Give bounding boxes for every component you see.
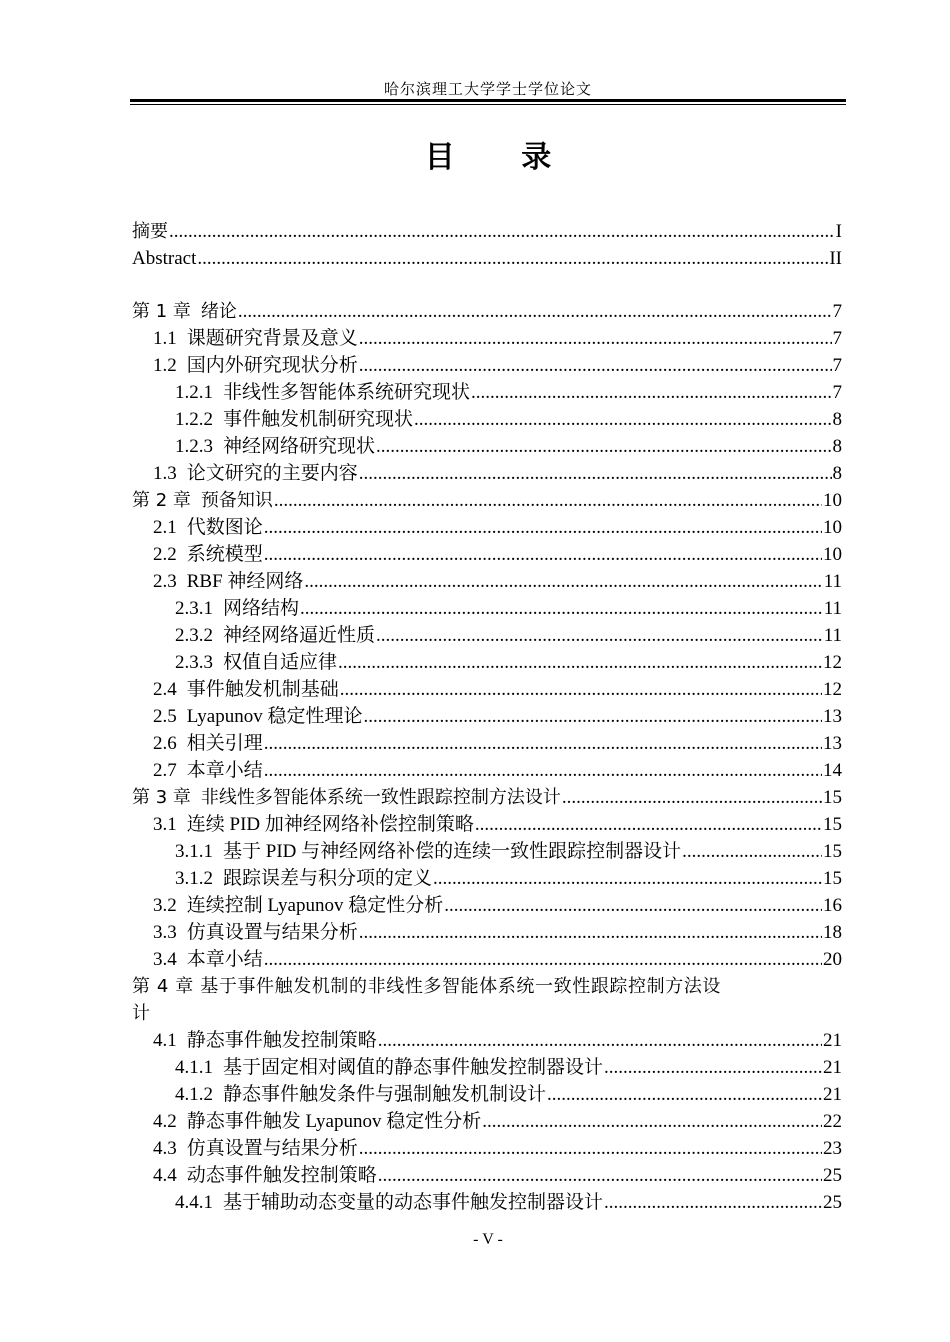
- toc-entry-label: 本章小结: [186, 760, 263, 781]
- toc-dot-leader: [378, 1027, 822, 1054]
- page-title: 目 录: [424, 140, 580, 175]
- toc-entry-page: 8: [832, 409, 842, 430]
- toc-entry-label: 静态事件触发 Lyapunov 稳定性分析: [186, 1111, 482, 1132]
- toc-entry-page: 7: [832, 328, 842, 349]
- toc-entry-number: 4.4.1: [175, 1192, 213, 1213]
- toc-entry-subsection[interactable]: [132, 595, 842, 622]
- toc-entry-label: 事件触发机制基础: [186, 679, 339, 700]
- header-rule-thin: [130, 104, 846, 105]
- toc-entry-title: [153, 919, 358, 946]
- toc-entry-label: 摘要: [132, 221, 168, 242]
- toc-entry-number: 4.2: [153, 1111, 177, 1132]
- toc-entry-label: 神经网络逼近性质: [223, 625, 376, 646]
- toc-dot-leader: [304, 568, 822, 595]
- toc-entry-title: [175, 1054, 603, 1081]
- toc-entry-page: 11: [823, 598, 842, 619]
- toc-entry-title: [153, 514, 263, 541]
- page-number: - V -: [473, 1231, 503, 1248]
- toc-entry-page: 21: [823, 1084, 842, 1105]
- toc-dot-leader: [604, 1054, 822, 1081]
- toc-entry-label: 网络结构: [223, 598, 300, 619]
- toc-dot-leader: [376, 622, 823, 649]
- toc-entry-label: 基于固定相对阈值的静态事件触发控制器设计: [223, 1057, 604, 1078]
- toc-entry-section[interactable]: [132, 946, 842, 973]
- toc-entry-page: 25: [823, 1192, 842, 1213]
- toc-entry-page: 23: [823, 1138, 842, 1159]
- toc-entry-chapter[interactable]: [132, 784, 842, 811]
- toc-dot-leader: [359, 460, 832, 487]
- toc-dot-leader: [475, 811, 822, 838]
- toc-entry-label: 跟踪误差与积分项的定义: [223, 868, 433, 889]
- toc-entry-subsection[interactable]: [132, 433, 842, 460]
- toc-entry-page: 7: [832, 301, 842, 322]
- toc-entry-section[interactable]: [132, 892, 842, 919]
- toc-entry-label: RBF 神经网络: [186, 571, 304, 592]
- toc-entry-page: 21: [823, 1030, 842, 1051]
- toc-entry-subsection[interactable]: [132, 1054, 842, 1081]
- toc-entry-subsection[interactable]: [132, 622, 842, 649]
- toc-dot-leader: [547, 1081, 822, 1108]
- toc-dot-leader: [359, 1135, 822, 1162]
- toc-entry-number: 2.5: [153, 706, 177, 727]
- toc-entry-number: 4.1: [153, 1030, 177, 1051]
- toc-entry-page: I: [835, 221, 842, 242]
- toc-entry-page: 22: [823, 1111, 842, 1132]
- toc-entry-title: [132, 784, 561, 811]
- toc-entry-number: 第 3 章: [132, 787, 191, 808]
- toc-entry-subsection[interactable]: [132, 649, 842, 676]
- toc-entry-title: [153, 676, 339, 703]
- toc-entry-page: 10: [823, 544, 842, 565]
- toc-dot-leader: [482, 1108, 822, 1135]
- toc-entry-title: [175, 838, 681, 865]
- toc-entry-number: 2.3.3: [175, 652, 213, 673]
- toc-entry-number: 1.1: [153, 328, 177, 349]
- toc-entry-page: 7: [832, 382, 842, 403]
- toc-entry-label: 非线性多智能体系统一致性跟踪控制方法设计: [200, 787, 561, 808]
- toc-entry-section[interactable]: [132, 1108, 842, 1135]
- toc-entry-label: 静态事件触发条件与强制触发机制设计: [223, 1084, 547, 1105]
- toc-entry-number: 2.1: [153, 517, 177, 538]
- toc-dot-leader: [338, 649, 822, 676]
- toc-entry-title: [175, 433, 375, 460]
- toc-entry-chapter[interactable]: [132, 298, 842, 325]
- toc-entry-section[interactable]: [132, 919, 842, 946]
- toc-dot-leader: [300, 595, 823, 622]
- toc-entry-page: 11: [823, 625, 842, 646]
- toc-entry-number: 第 2 章: [132, 490, 191, 511]
- toc-entry-page: 12: [823, 652, 842, 673]
- toc-dot-leader: [264, 730, 822, 757]
- toc-entry-page: 8: [832, 436, 842, 457]
- toc-entry-number: 3.2: [153, 895, 177, 916]
- toc-entry-number: 第 1 章: [132, 301, 191, 322]
- toc-entry-label: 神经网络研究现状: [223, 436, 376, 457]
- toc-entry-chapter[interactable]: [132, 245, 842, 272]
- toc-dot-leader: [197, 245, 828, 272]
- toc-entry-section[interactable]: [132, 730, 842, 757]
- toc-entry-title: [175, 1081, 546, 1108]
- toc-entry-section[interactable]: [132, 1027, 842, 1054]
- toc-dot-leader: [562, 784, 822, 811]
- toc-entry-number: 2.3: [153, 571, 177, 592]
- toc-entry-section[interactable]: [132, 811, 842, 838]
- toc-entry-label: 预备知识: [200, 490, 273, 511]
- toc-entry-section[interactable]: [132, 1162, 842, 1189]
- toc-entry-title: [153, 892, 443, 919]
- toc-entry-subsection[interactable]: [132, 1189, 842, 1216]
- toc-entry-label: 权值自适应律: [223, 652, 338, 673]
- toc-entry-page: 10: [823, 490, 842, 511]
- toc-entry-section[interactable]: [132, 352, 842, 379]
- toc-dot-leader: [359, 919, 822, 946]
- toc-entry-chapter[interactable]: [132, 487, 842, 514]
- toc-entry-section[interactable]: [132, 703, 842, 730]
- toc-entry-title: [132, 487, 273, 514]
- toc-dot-leader: [238, 298, 832, 325]
- toc-entry-subsection[interactable]: [132, 406, 842, 433]
- toc-entry-page: 15: [823, 814, 842, 835]
- toc-entry-page: 13: [823, 706, 842, 727]
- toc-entry-label: 课题研究背景及意义: [186, 328, 358, 349]
- toc-entry-label: Abstract: [132, 248, 197, 269]
- header-rule: [130, 99, 846, 102]
- toc-entry-title: [153, 946, 263, 973]
- toc-dot-leader: [169, 218, 835, 245]
- toc-entry-page: 13: [823, 733, 842, 754]
- toc-entry-number: 2.4: [153, 679, 177, 700]
- toc-dot-leader: [274, 487, 822, 514]
- toc-entry-title: [175, 1189, 603, 1216]
- toc-entry-title: [153, 1135, 358, 1162]
- toc-entry-number: 4.3: [153, 1138, 177, 1159]
- toc-entry-number: 2.3.1: [175, 598, 213, 619]
- toc-entry-title: [153, 1108, 481, 1135]
- toc-entry-page: 8: [832, 463, 842, 484]
- toc-entry-title: [153, 352, 358, 379]
- toc-dot-leader: [682, 838, 822, 865]
- toc-entry-number: 1.3: [153, 463, 177, 484]
- toc-entry-number: 1.2: [153, 355, 177, 376]
- toc-entry-number: 1.2.3: [175, 436, 213, 457]
- toc-entry-title: [175, 406, 413, 433]
- toc-entry-label: 绪论: [200, 301, 237, 322]
- toc-entry-number: 3.1.1: [175, 841, 213, 862]
- toc-entry-label: 事件触发机制研究现状: [223, 409, 414, 430]
- toc-entry-section[interactable]: [132, 514, 842, 541]
- toc-entry-label: 仿真设置与结果分析: [186, 922, 358, 943]
- toc-entry-title: [132, 298, 237, 325]
- toc-entry-label: 第 4 章 基于事件触发机制的非线性多智能体系统一致性跟踪控制方法设: [132, 976, 722, 997]
- toc-dot-leader: [264, 757, 822, 784]
- toc-entry-label: 动态事件触发控制策略: [186, 1165, 377, 1186]
- toc-dot-leader: [264, 514, 822, 541]
- toc-entry-number: 3.3: [153, 922, 177, 943]
- toc-dot-leader: [471, 379, 831, 406]
- toc-entry-number: 3.4: [153, 949, 177, 970]
- toc-entry-label: 论文研究的主要内容: [186, 463, 358, 484]
- table-of-contents: [132, 218, 842, 1216]
- toc-dot-leader: [414, 406, 831, 433]
- toc-dot-leader: [340, 676, 822, 703]
- toc-entry-page: 12: [823, 679, 842, 700]
- toc-entry-label: 代数图论: [186, 517, 263, 538]
- toc-entry-title: [153, 757, 263, 784]
- toc-entry-number: 3.1.2: [175, 868, 213, 889]
- toc-entry-section[interactable]: [132, 568, 842, 595]
- toc-entry-number: 1.2.1: [175, 382, 213, 403]
- toc-entry-page: 14: [823, 760, 842, 781]
- toc-entry-label: 基于 PID 与神经网络补偿的连续一致性跟踪控制器设计: [223, 841, 682, 862]
- toc-entry-section[interactable]: [132, 460, 842, 487]
- toc-entry-label: Lyapunov 稳定性理论: [186, 706, 363, 727]
- toc-entry-title: [175, 595, 299, 622]
- toc-entry-chapter[interactable]: [132, 973, 842, 1027]
- toc-entry-number: 2.2: [153, 544, 177, 565]
- toc-entry-label: 系统模型: [186, 544, 263, 565]
- toc-entry-subsection[interactable]: [132, 1081, 842, 1108]
- toc-dot-leader: [264, 946, 822, 973]
- toc-entry-label: 静态事件触发控制策略: [186, 1030, 377, 1051]
- toc-entry-title: [153, 730, 263, 757]
- toc-entry-page: 15: [823, 841, 842, 862]
- toc-entry-label: 连续 PID 加神经网络补偿控制策略: [186, 814, 474, 835]
- toc-entry-title: [132, 218, 168, 245]
- toc-entry-title: [153, 703, 363, 730]
- toc-entry-label: 本章小结: [186, 949, 263, 970]
- toc-entry-subsection[interactable]: [132, 838, 842, 865]
- toc-dot-leader: [433, 865, 822, 892]
- toc-entry-number: 2.3.2: [175, 625, 213, 646]
- toc-entry-page: 11: [823, 571, 842, 592]
- toc-entry-section[interactable]: [132, 541, 842, 568]
- toc-entry-number: 4.4: [153, 1165, 177, 1186]
- toc-entry-title: [153, 325, 358, 352]
- toc-entry-page: 18: [823, 922, 842, 943]
- toc-entry-page: 21: [823, 1057, 842, 1078]
- toc-entry-label: 仿真设置与结果分析: [186, 1138, 358, 1159]
- toc-entry-title: [153, 541, 263, 568]
- toc-entry-number: 2.6: [153, 733, 177, 754]
- toc-entry-section[interactable]: [132, 1135, 842, 1162]
- toc-dot-leader: [359, 325, 832, 352]
- toc-entry-title: [153, 568, 303, 595]
- toc-entry-page: 10: [823, 517, 842, 538]
- toc-entry-section[interactable]: [132, 757, 842, 784]
- toc-entry-title: [153, 1027, 377, 1054]
- toc-dot-leader: [359, 352, 832, 379]
- toc-dot-leader: [604, 1189, 822, 1216]
- toc-dot-leader: [364, 703, 823, 730]
- toc-entry-number: 4.1.2: [175, 1084, 213, 1105]
- toc-entry-page: 16: [823, 895, 842, 916]
- toc-dot-leader: [264, 541, 822, 568]
- toc-entry-number: 1.2.2: [175, 409, 213, 430]
- toc-entry-title: [175, 865, 432, 892]
- toc-entry-page: 25: [823, 1165, 842, 1186]
- toc-entry-page: 15: [823, 868, 842, 889]
- toc-dot-leader: [444, 892, 822, 919]
- toc-entry-title: [153, 811, 474, 838]
- toc-entry-page: II: [829, 248, 842, 269]
- toc-entry-page: 7: [832, 355, 842, 376]
- toc-entry-label: 国内外研究现状分析: [186, 355, 358, 376]
- toc-entry-label: 基于辅助动态变量的动态事件触发控制器设计: [223, 1192, 604, 1213]
- toc-entry-section[interactable]: [132, 676, 842, 703]
- toc-entry-title: [175, 622, 375, 649]
- running-header: 哈尔滨理工大学学士学位论文: [383, 82, 592, 98]
- toc-dot-leader: [376, 433, 831, 460]
- toc-entry-number: 4.1.1: [175, 1057, 213, 1078]
- toc-entry-number: 3.1: [153, 814, 177, 835]
- toc-entry-subsection[interactable]: [132, 379, 842, 406]
- toc-entry-chapter[interactable]: [132, 218, 842, 245]
- toc-entry-label: 连续控制 Lyapunov 稳定性分析: [186, 895, 444, 916]
- toc-entry-page: 20: [823, 949, 842, 970]
- toc-entry-label: 非线性多智能体系统研究现状: [223, 382, 471, 403]
- toc-entry-title: [132, 245, 196, 272]
- toc-entry-label-continued: 计: [132, 1003, 150, 1024]
- toc-entry-section[interactable]: [132, 325, 842, 352]
- toc-entry-number: 2.7: [153, 760, 177, 781]
- toc-entry-title: [175, 649, 337, 676]
- toc-dot-leader: [378, 1162, 822, 1189]
- toc-entry-subsection[interactable]: [132, 865, 842, 892]
- toc-entry-title: [153, 1162, 377, 1189]
- toc-entry-label: 相关引理: [186, 733, 263, 754]
- toc-entry-title: [175, 379, 470, 406]
- toc-entry-title: [153, 460, 358, 487]
- toc-entry-page: 15: [823, 787, 842, 808]
